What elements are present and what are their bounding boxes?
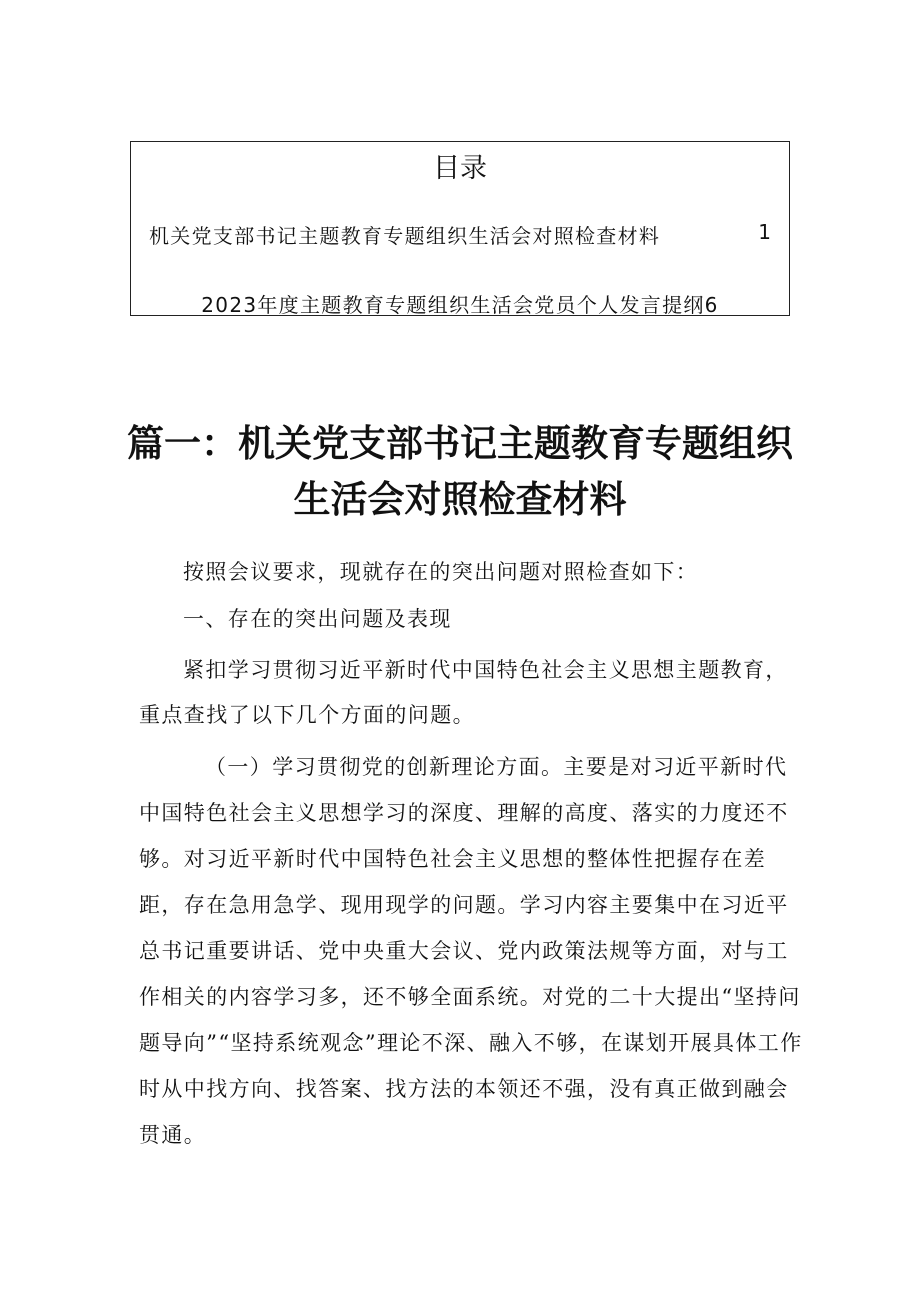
table-of-contents (130, 141, 790, 316)
toc-title: 目录 (433, 153, 487, 184)
body-paragraph: （一）学习贯彻党的创新理论方面。主要是对习近平新时代中国特色社会主义思想学习的深度、理解的高度、落实的力度还不够。对习近平新时代中国特色社会主义思想的整体性把握存在差距，存在急用急学、现用现学的问题。学习内容主要集中在习近平总书记重要讲话、党中央重大会议、党内政策法规等方面，对与工作相关的内容学习多，还不够全面系统。对党的二十大提出“坚持问题导向”“坚持系统观念”理论不深、融入不够，在谋划开展具体工作时从中找方向、找答案、找方法的本领还不强，没有真正做到融会贯通。 (139, 755, 803, 1147)
chapter-title: 篇一：机关党支部书记主题教育专题组织生活会对照检查材料 (127, 422, 793, 521)
toc-page-number: 1 (758, 220, 771, 244)
toc-entry[interactable]: 2023年度主题教育专题组织生活会党员个人发言提纲6 (201, 293, 719, 317)
section-heading: 一、存在的突出问题及表现 (183, 607, 452, 631)
intro-paragraph: 按照会议要求，现就存在的突出问题对照检查如下： (183, 560, 699, 584)
body-paragraph: 紧扣学习贯彻习近平新时代中国特色社会主义思想主题教育，重点查找了以下几个方面的问题。 (139, 658, 788, 727)
toc-entry[interactable]: 机关党支部书记主题教育专题组织生活会对照检查材料 (149, 224, 661, 248)
